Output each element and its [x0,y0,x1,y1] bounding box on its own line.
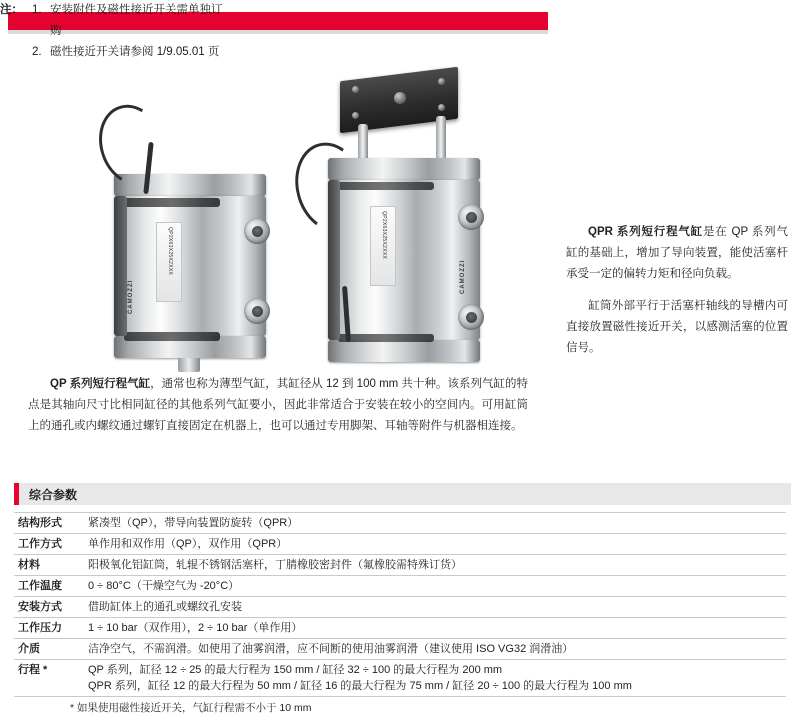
table-row [14,660,786,697]
table-row [14,618,786,639]
section-header-bar [14,483,791,505]
section-title: 综合参数 [29,488,78,502]
spec-value-line: QP 系列，缸径 12 ÷ 25 的最大行程为 150 mm / 缸径 32 ÷ 100 的最大行程为 200 mm [88,664,503,676]
left-cylinder-port-upper-hole [252,226,263,237]
spec-key: 介质 [18,643,40,655]
spec-value: 阳极氧化铝缸筒，轧辊不锈钢活塞杆，丁腈橡胶密封件（氟橡胶需特殊订货） [88,559,462,571]
qp-description-paragraph [28,374,528,437]
right-cylinder-bottom-cap [328,340,480,362]
table-row [14,513,786,534]
left-cylinder-brand-text: CAMOZZI [128,279,134,314]
right-cylinder-port-lower-hole [466,312,477,323]
spec-key: 行程 * [18,664,48,676]
spec-key: 结构形式 [18,517,62,529]
left-cylinder-body [114,196,266,336]
spec-value: 1 ÷ 10 bar（双作用），2 ÷ 10 bar（单作用） [88,622,303,634]
footnote: * 如果使用磁性接近开关，气缸行程需不小于 10 mm [70,702,312,714]
note-text: 磁性接近开关请参阅 1/9.05.01 页 [50,46,220,58]
right-cylinder-port-upper-hole [466,212,477,223]
spec-key: 工作温度 [18,580,62,592]
spec-value: 紧凑型（QP），带导向装置防旋转（QPR） [88,517,299,529]
product-photo [28,46,528,376]
left-cylinder-guide-rail [114,196,127,336]
right-cylinder-sensor-groove-bottom [338,334,434,342]
sensor-groove-paragraph [566,296,788,359]
note-number: 2. [32,46,42,58]
spec-key: 工作方式 [18,538,62,550]
qp-description-body: ，通常也称为薄型气缸，其缸径从 12 到 100 mm 共十种。该系列气缸的特点是其轴向尺寸比相同缸径的其他系列气缸要小，因此非常适合于安装在较小的空间内。可用缸筒上的通孔或内螺纹通过螺钉直接固定在机器上，也可以通过专用脚架、耳轴等附件与机器相连接。 [28,378,528,432]
note-item [32,42,226,63]
right-cylinder-guide-rod-right [436,116,446,160]
table-row [14,597,786,618]
note-text: 安装附件及磁性接近开关需单独订购 [50,4,223,37]
spec-value-multiline [82,660,786,697]
specifications-table [14,512,786,697]
spec-value: 0 ÷ 80°C（干燥空气为 -20°C） [88,580,240,592]
left-cylinder-port-lower-hole [252,306,263,317]
table-row [14,576,786,597]
table-row [14,639,786,660]
notes-label: 注： [0,4,23,16]
spec-value: 洁净空气，不需润滑。如使用了油雾润滑，应不间断的使用油雾润滑（建议使用 ISO VG32 润滑油） [88,643,574,655]
qpr-description-paragraph [566,222,788,285]
qpr-description-body: 是在 QP 系列气缸的基础上，增加了导向装置，能使活塞杆承受一定的偏转力矩和径向负载。 [566,226,788,280]
notes-block [0,0,226,63]
qpr-description-title: QPR 系列短行程气缸 [588,226,703,238]
note-number: 1. [32,4,42,16]
right-cylinder-label-text: QP2X63X25X2XXX [381,211,387,260]
spec-value-line: QPR 系列，缸径 12 的最大行程为 50 mm / 缸径 16 的最大行程为 75 mm / 缸径 20 ÷ 100 的最大行程为 100 mm [88,680,632,692]
notes-list [32,0,226,63]
left-cylinder-sensor-groove-top [124,198,220,207]
left-cylinder-sensor-groove-bottom [124,332,220,341]
right-cylinder-label-plate [370,206,396,286]
guide-plate-bolt-1 [352,86,359,93]
guide-plate-bolt-2 [438,78,445,85]
table-row [14,534,786,555]
sensor-groove-body: 缸筒外部平行于活塞杆轴线的导槽内可直接放置磁性接近开关，以感测活塞的位置信号。 [566,300,788,354]
left-cylinder-label-text: QP2X63X25X2XXX [167,227,173,276]
guide-plate-bolt-3 [352,112,359,119]
left-cylinder-label-plate [156,222,182,302]
spec-key: 安装方式 [18,601,62,613]
right-cylinder-brand-text: CAMOZZI [460,259,466,294]
table-row [14,555,786,576]
qp-description-title: QP 系列短行程气缸 [50,378,151,390]
spec-value: 单作用和双作用（QP），双作用（QPR） [88,538,288,550]
spec-key: 材料 [18,559,40,571]
guide-plate-bolt-4 [438,104,445,111]
guide-plate-center-hole [394,92,406,104]
note-item [32,0,226,42]
spec-key: 工作压力 [18,622,62,634]
right-cylinder-guide-rod-left [358,124,368,162]
spec-value: 借助缸体上的通孔或螺纹孔安装 [88,601,242,613]
left-cylinder-piston-rod [178,358,200,372]
